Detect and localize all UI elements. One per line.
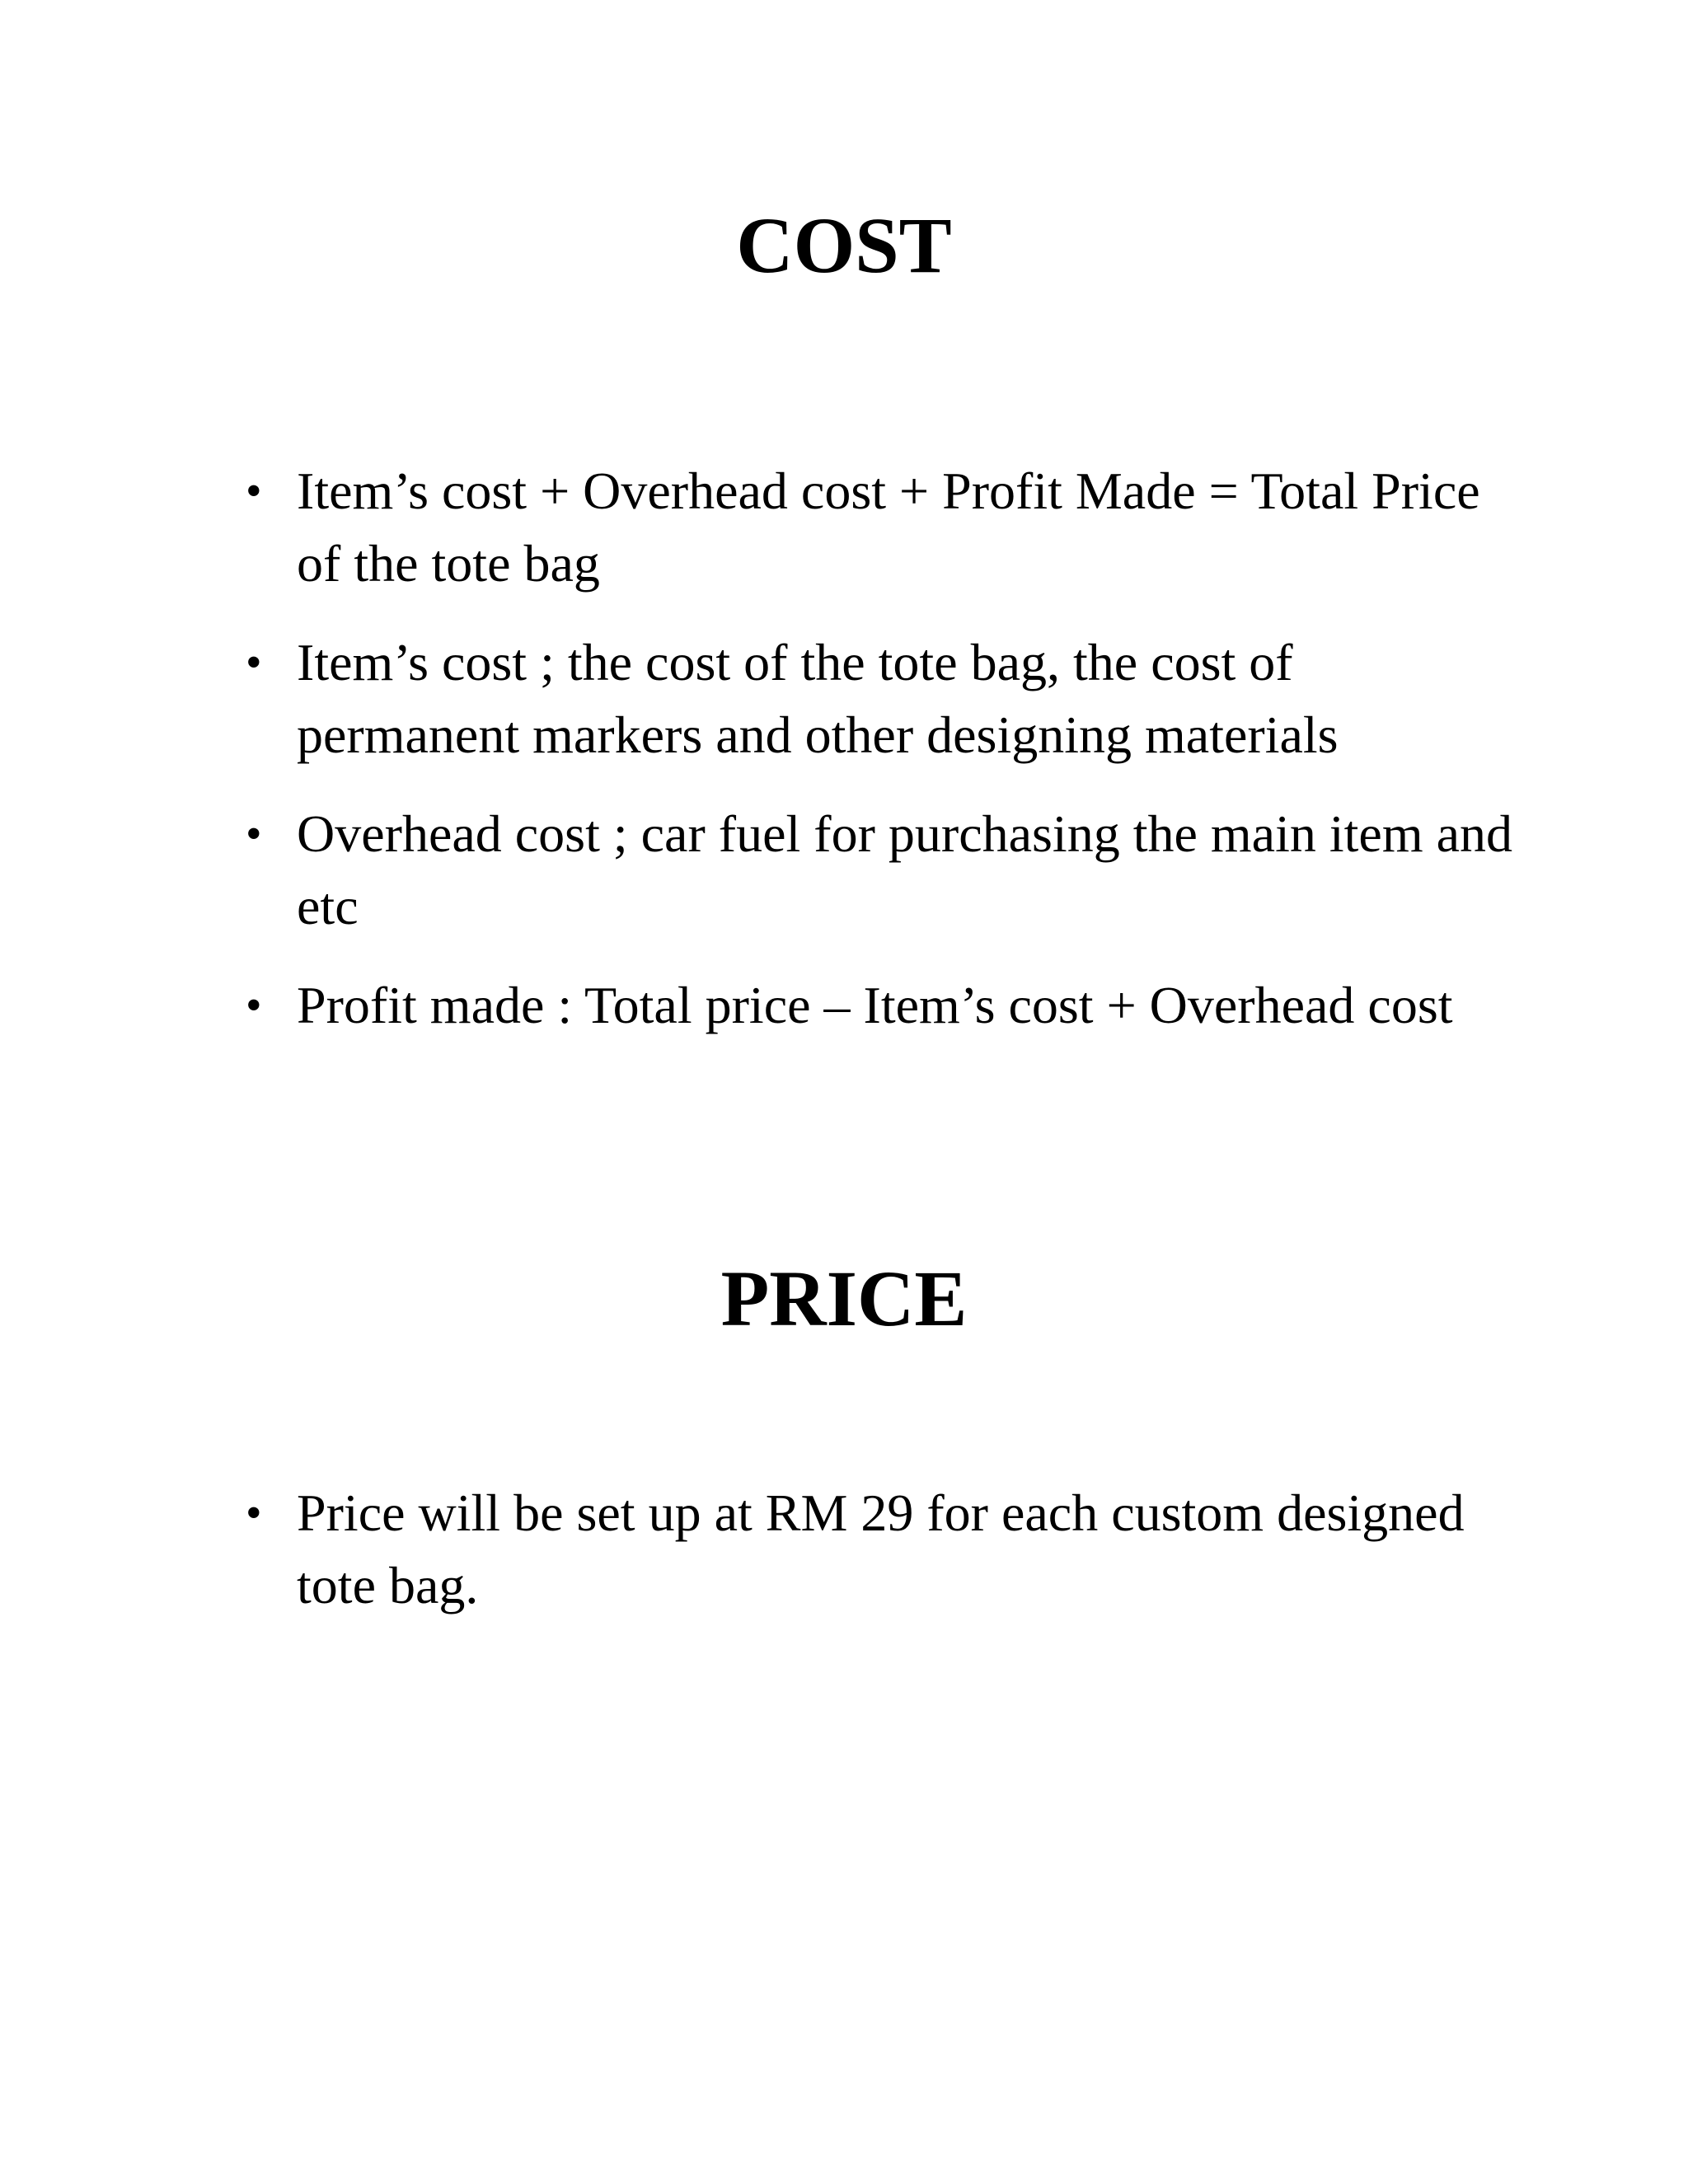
bullet-icon: • (246, 808, 262, 860)
bullet-text: Item’s cost ; the cost of the tote bag, the cost of permanent markers and other designing materials (297, 633, 1339, 764)
bullet-text: Profit made : Total price – Item’s cost + Overhead cost (297, 976, 1453, 1034)
bullet-text: Overhead cost ; car fuel for purchasing the main item and etc (297, 804, 1512, 935)
list-item (239, 455, 1525, 600)
cost-bullet-list (239, 455, 1525, 1068)
bullet-text: Price will be set up at RM 29 for each custom designed tote bag. (297, 1483, 1465, 1615)
list-item (239, 798, 1525, 943)
list-item (239, 626, 1525, 771)
cost-heading: COST (736, 201, 952, 289)
bullet-icon: • (246, 637, 262, 688)
bullet-text: Item’s cost + Overhead cost + Profit Made = Total Price of the tote bag (297, 462, 1480, 593)
bullet-icon: • (246, 466, 262, 517)
list-item (239, 969, 1525, 1042)
bullet-icon: • (246, 980, 262, 1031)
list-item (239, 1477, 1525, 1622)
bullet-icon: • (246, 1488, 262, 1539)
price-bullet-list (239, 1477, 1525, 1648)
price-heading: PRICE (720, 1254, 968, 1343)
